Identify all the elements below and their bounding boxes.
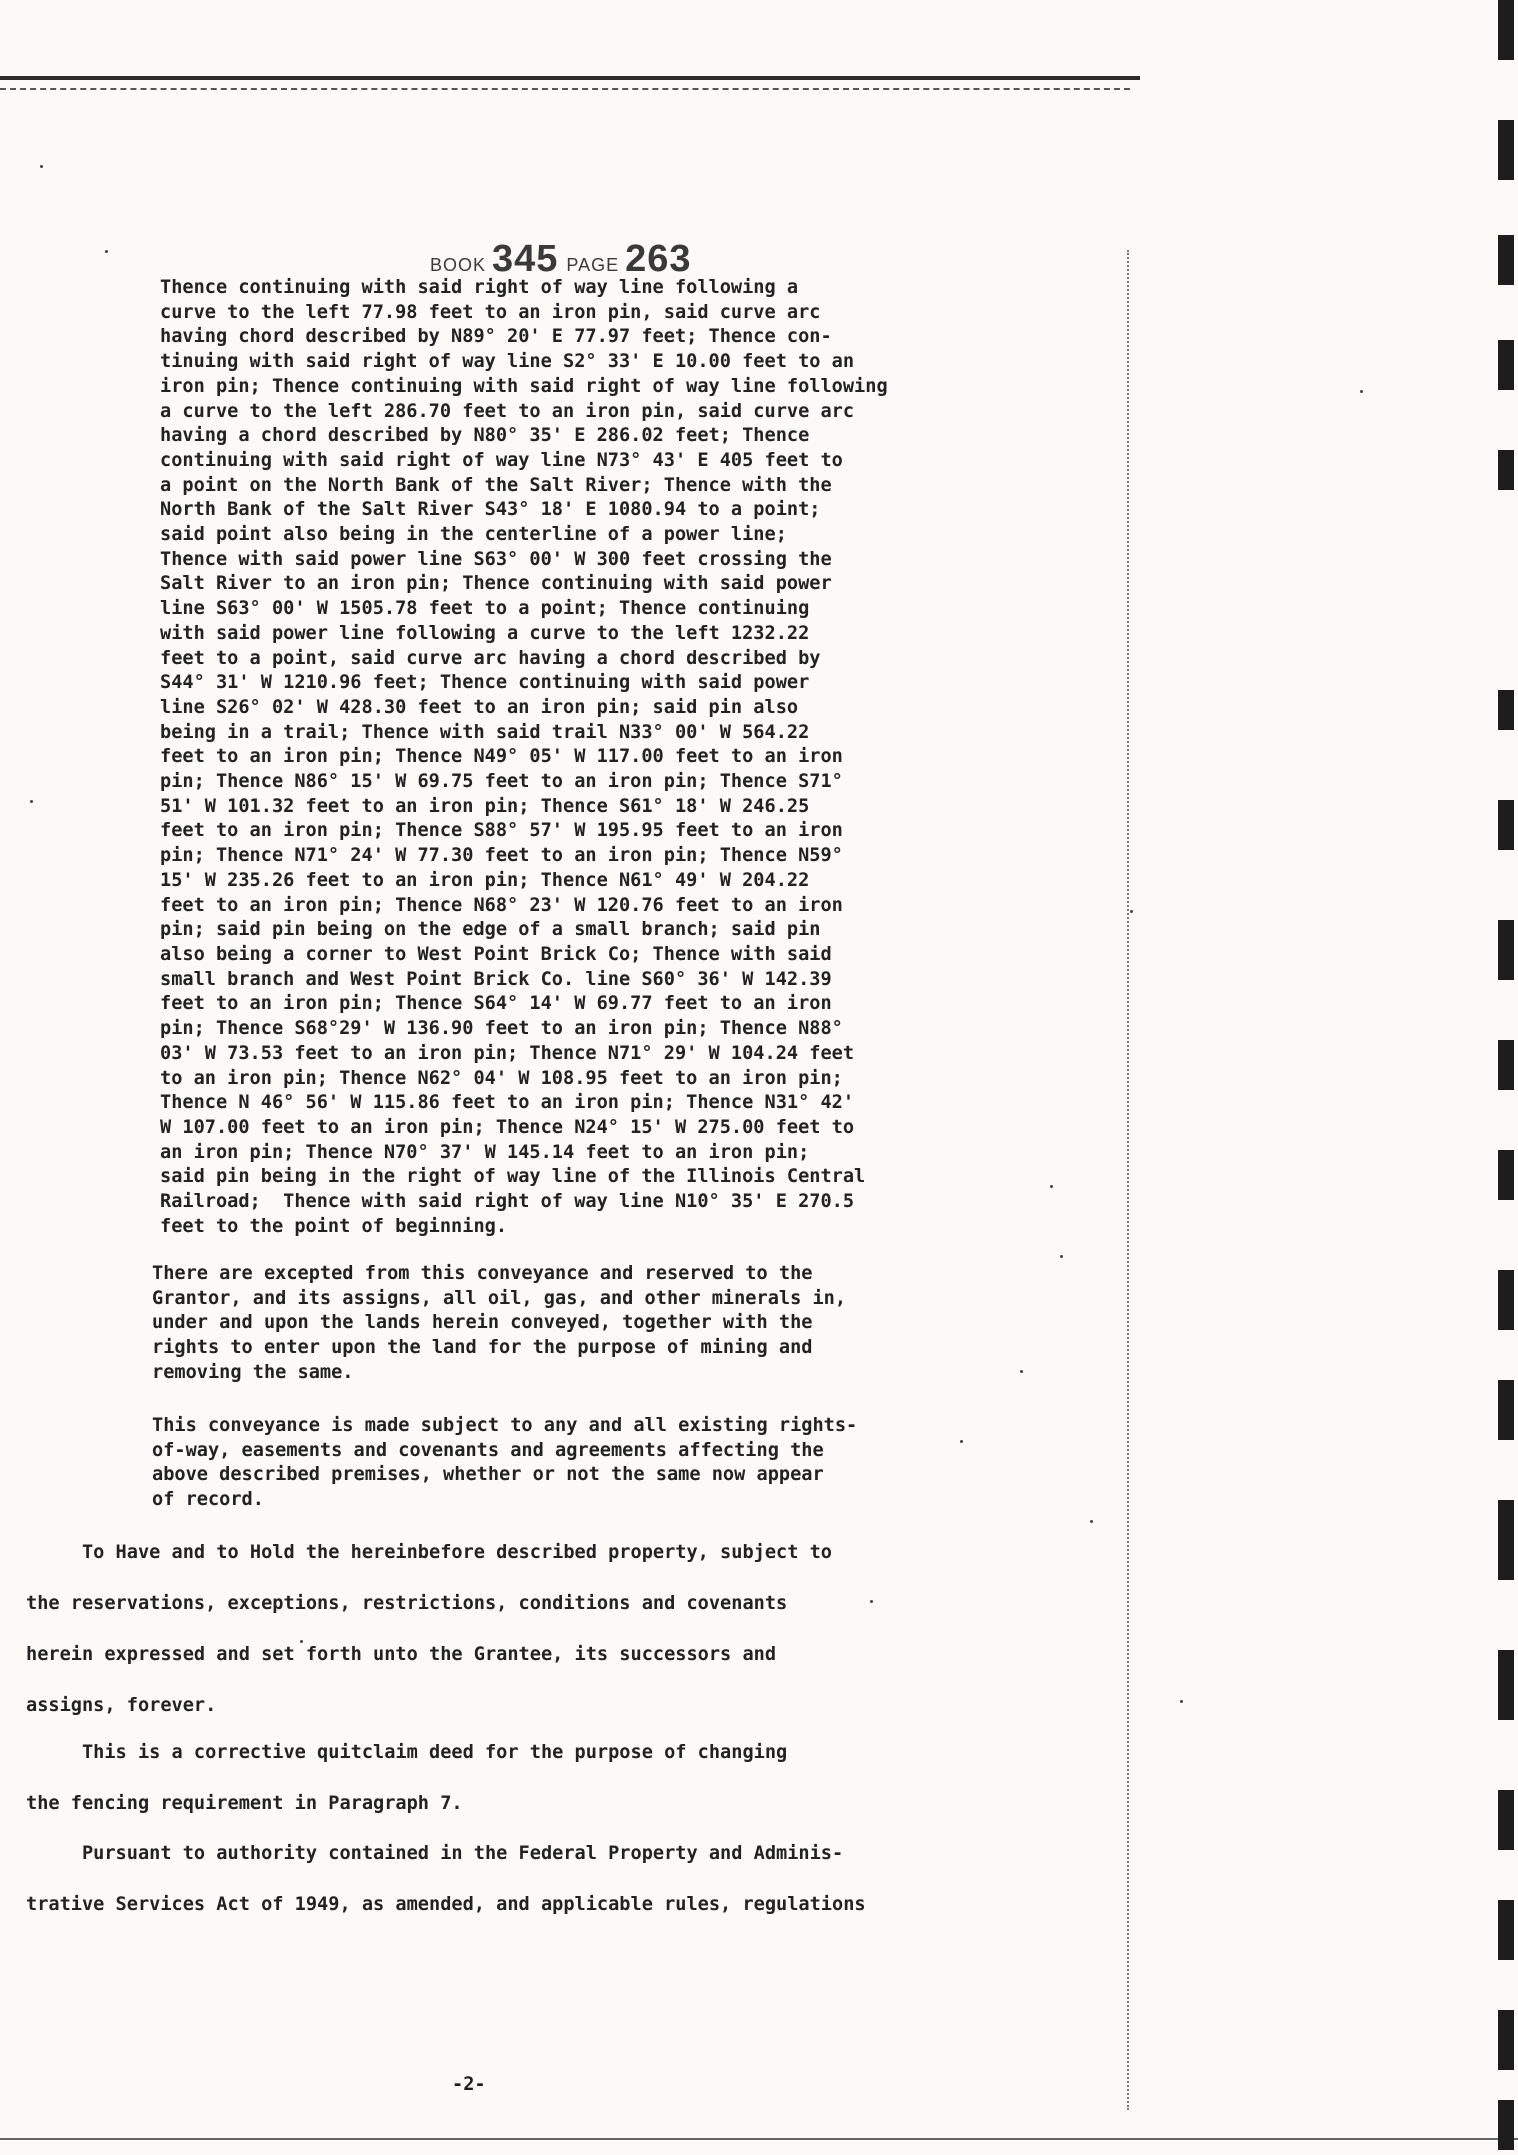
legal-description-line: feet to an iron pin; Thence N49° 05' W 117.00 feet to an iron (160, 746, 843, 768)
legal-description-line: a curve to the left 286.70 feet to an iron pin, said curve arc (160, 400, 855, 422)
mineral-exception-paragraph (152, 1262, 846, 1386)
legal-description-line: feet to an iron pin; Thence S64° 14' W 69.77 feet to an iron (160, 993, 832, 1015)
legal-description-line: Thence N 46° 56' W 115.86 feet to an iron pin; Thence N31° 42' (160, 1092, 855, 1114)
scan-speck (105, 250, 108, 253)
binding-hole-mark (1498, 1650, 1514, 1720)
binding-hole-mark (1498, 800, 1514, 850)
legal-description-line: being in a trail; Thence with said trail N33° 00' W 564.22 (160, 721, 810, 743)
binding-holes-strip (1480, 0, 1518, 2155)
bottom-border-line (0, 2138, 1518, 2140)
page-number-stamp: 263 (625, 238, 692, 280)
binding-hole-mark (1498, 2010, 1514, 2070)
legal-description-line: pin; Thence S68°29' W 136.90 feet to an iron pin; Thence N88° (160, 1018, 843, 1040)
pursuant-line: trative Services Act of 1949, as amended, and applicable rules, regulations (26, 1894, 866, 1915)
legal-description-line: 51' W 101.32 feet to an iron pin; Thence S61° 18' W 246.25 (160, 795, 810, 817)
legal-description-line: feet to an iron pin; Thence N68° 23' W 120.76 feet to an iron (160, 894, 843, 916)
legal-description-line: 03' W 73.53 feet to an iron pin; Thence N71° 29' W 104.24 feet (160, 1042, 855, 1064)
legal-description-line: said point also being in the centerline of a power line; (160, 524, 787, 546)
legal-description-line: to an iron pin; Thence N62° 04' W 108.95 feet to an iron pin; (160, 1067, 843, 1089)
scan-speck (30, 800, 33, 803)
exception-line: removing the same. (152, 1361, 354, 1383)
legal-description-line: pin; Thence N71° 24' W 77.30 feet to an iron pin; Thence N59° (160, 845, 843, 867)
legal-description-line: line S63° 00' W 1505.78 feet to a point; Thence continuing (160, 598, 810, 620)
scan-speck (1020, 1370, 1023, 1373)
binding-hole-mark (1498, 2100, 1514, 2150)
scan-speck (1090, 1520, 1093, 1523)
legal-description (160, 276, 960, 1239)
book-label: BOOK (430, 255, 487, 275)
legal-description-line: North Bank of the Salt River S43° 18' E 1080.94 to a point; (160, 499, 821, 521)
habendum-line: To Have and to Hold the hereinbefore described property, subject to (26, 1542, 832, 1563)
legal-description-line: 15' W 235.26 feet to an iron pin; Thence N61° 49' W 204.22 (160, 869, 810, 891)
legal-description-line: feet to a point, said curve arc having a chord described by (160, 647, 821, 669)
legal-description-line: feet to the point of beginning. (160, 1215, 508, 1237)
scan-speck (1180, 1700, 1183, 1703)
legal-description-line: continuing with said right of way line N73° 43' E 405 feet to (160, 449, 843, 471)
legal-description-line: iron pin; Thence continuing with said right of way line following (160, 375, 888, 397)
legal-description-line: line S26° 02' W 428.30 feet to an iron pin; said pin also (160, 696, 799, 718)
legal-description-line: having chord described by N89° 20' E 77.97 feet; Thence con- (160, 326, 832, 348)
legal-description-line: curve to the left 77.98 feet to an iron pin, said curve arc (160, 301, 821, 323)
book-number: 345 (492, 238, 559, 280)
legal-description-line: S44° 31' W 1210.96 feet; Thence continuing with said power (160, 672, 810, 694)
binding-hole-mark (1498, 1040, 1514, 1090)
page-label: PAGE (566, 255, 620, 275)
binding-hole-mark (1498, 235, 1514, 285)
legal-description-line: feet to an iron pin; Thence S88° 57' W 195.95 feet to an iron (160, 820, 843, 842)
scan-speck (1050, 1185, 1053, 1188)
scan-speck (1130, 910, 1133, 913)
legal-description-line: a point on the North Bank of the Salt River; Thence with the (160, 474, 832, 496)
legal-description-line: Railroad; Thence with said right of way line N10° 35' E 270.5 (160, 1191, 855, 1213)
right-margin-line (1127, 250, 1129, 2110)
scan-speck (1060, 1255, 1063, 1258)
legal-description-line: with said power line following a curve to the left 1232.22 (160, 622, 810, 644)
binding-hole-mark (1498, 1900, 1514, 1960)
binding-hole-mark (1498, 0, 1514, 60)
subject-line: of record. (152, 1489, 264, 1511)
binding-hole-mark (1498, 340, 1514, 390)
scan-speck (40, 165, 43, 168)
subject-line: This conveyance is made subject to any and all existing rights- (152, 1415, 858, 1436)
exception-line: Grantor, and its assigns, all oil, gas, and other minerals in, (152, 1287, 847, 1309)
legal-description-line: pin; Thence N86° 15' W 69.75 feet to an iron pin; Thence S71° (160, 771, 843, 793)
corrective-line: the fencing requirement in Paragraph 7. (26, 1793, 463, 1814)
book-page-stamp (430, 238, 700, 281)
subject-to-paragraph (152, 1414, 857, 1513)
exception-line: There are excepted from this conveyance and reserved to the (152, 1263, 813, 1284)
binding-hole-mark (1498, 1380, 1514, 1440)
scan-speck (960, 1440, 963, 1443)
legal-description-line: having a chord described by N80° 35' E 286.02 feet; Thence (160, 425, 810, 447)
binding-hole-mark (1498, 450, 1514, 490)
habendum-line: herein expressed and set forth unto the Grantee, its successors and (26, 1644, 777, 1665)
pursuant-line: Pursuant to authority contained in the Federal Property and Adminis- (26, 1843, 844, 1864)
binding-hole-mark (1498, 1270, 1514, 1330)
binding-hole-mark (1498, 1790, 1514, 1850)
legal-description-line: Thence continuing with said right of way line following a (160, 277, 799, 298)
legal-description-line: said pin being in the right of way line of the Illinois Central (160, 1166, 866, 1188)
exception-line: under and upon the lands herein conveyed, together with the (152, 1312, 813, 1334)
top-border-line (0, 76, 1140, 80)
binding-hole-mark (1498, 1500, 1514, 1580)
scan-speck (300, 1640, 303, 1643)
legal-description-line: Salt River to an iron pin; Thence continuing with said power (160, 573, 832, 595)
legal-description-line: also being a corner to West Point Brick Co; Thence with said (160, 943, 832, 965)
scan-speck (870, 1600, 873, 1603)
habendum-line: assigns, forever. (26, 1695, 217, 1716)
legal-description-line: an iron pin; Thence N70° 37' W 145.14 feet to an iron pin; (160, 1141, 810, 1163)
legal-description-line: tinuing with said right of way line S2° 33' E 10.00 feet to an (160, 351, 855, 373)
exception-line: rights to enter upon the land for the purpose of mining and (152, 1337, 813, 1359)
habendum-line: the reservations, exceptions, restrictions, conditions and covenants (26, 1593, 788, 1614)
binding-hole-mark (1498, 1150, 1514, 1200)
scan-speck (1360, 390, 1363, 393)
legal-description-line: Thence with said power line S63° 00' W 300 feet crossing the (160, 548, 832, 570)
subject-line: above described premises, whether or not the same now appear (152, 1464, 824, 1486)
page-number: -2- (452, 2074, 486, 2095)
subject-line: of-way, easements and covenants and agreements affecting the (152, 1439, 824, 1461)
legal-description-line: small branch and West Point Brick Co. line S60° 36' W 142.39 (160, 968, 832, 990)
legal-description-line: W 107.00 feet to an iron pin; Thence N24° 15' W 275.00 feet to (160, 1116, 855, 1138)
binding-hole-mark (1498, 690, 1514, 730)
binding-hole-mark (1498, 120, 1514, 180)
binding-hole-mark (1498, 920, 1514, 980)
top-border-line-secondary (0, 88, 1130, 90)
corrective-line: This is a corrective quitclaim deed for the purpose of changing (26, 1742, 788, 1763)
legal-description-line: pin; said pin being on the edge of a small branch; said pin (160, 919, 821, 941)
